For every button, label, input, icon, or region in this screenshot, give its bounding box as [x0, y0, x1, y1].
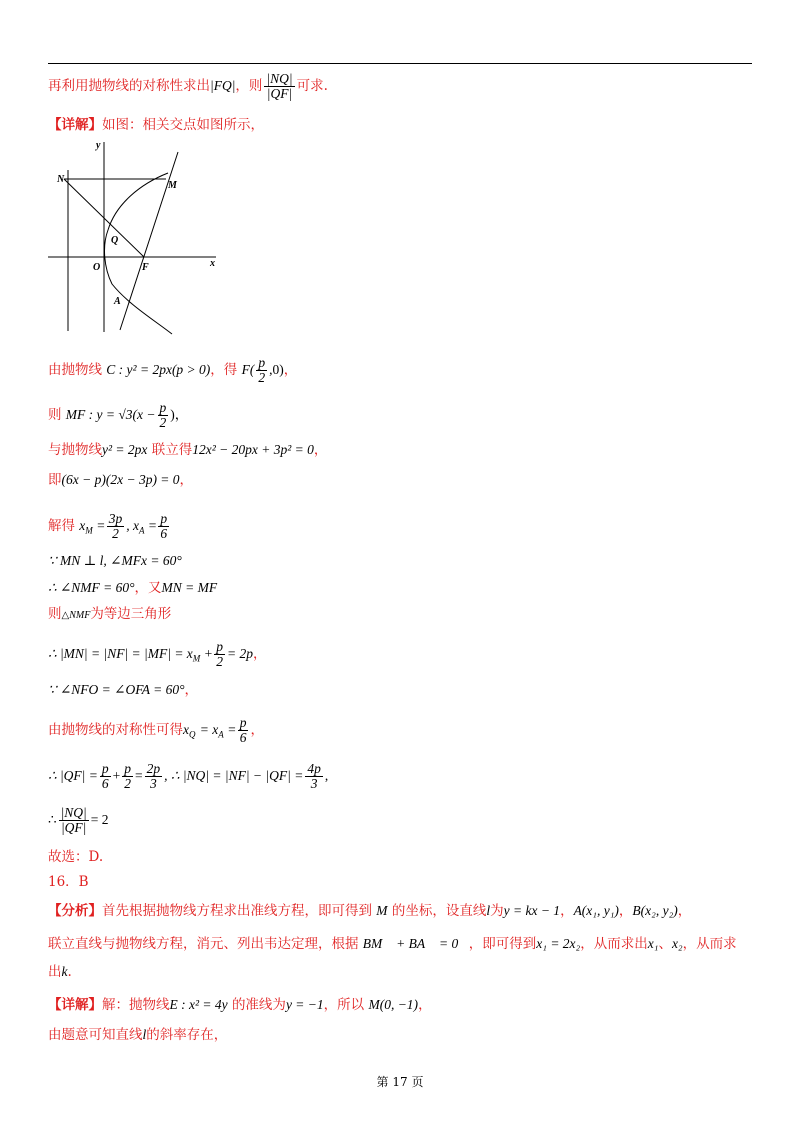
- label-y: y: [96, 140, 101, 151]
- math: ∵ ∠NFO = ∠OFA = 60°: [48, 682, 185, 697]
- denominator: 2: [216, 654, 223, 669]
- label-q: Q: [111, 235, 119, 246]
- fraction: [100, 762, 111, 791]
- math: F(: [241, 362, 255, 377]
- fraction: [238, 716, 249, 745]
- text: 首先根据抛物线方程求出准线方程，即可得到: [102, 903, 372, 919]
- step-10: [48, 680, 198, 700]
- numerator: p: [159, 400, 167, 415]
- math: ,: [324, 768, 329, 783]
- text: 为等边三角形: [90, 606, 172, 622]
- math: l: [486, 903, 491, 918]
- subscript: M: [85, 525, 93, 536]
- text: 由抛物线的对称性可得: [48, 722, 183, 738]
- denominator: 2: [159, 415, 167, 430]
- numerator: |NQ|: [60, 805, 87, 820]
- text: 解：抛物线: [102, 997, 170, 1013]
- step-12: [48, 762, 328, 791]
- subscript: A: [218, 729, 224, 740]
- text: ，即可得到: [468, 936, 537, 952]
- denominator: 2: [124, 776, 131, 791]
- label-n: N: [57, 174, 65, 185]
- denominator: 6: [101, 776, 109, 791]
- fraction: [158, 512, 169, 541]
- detail-tag: 【详解】: [48, 117, 102, 133]
- denominator: |QF|: [60, 820, 87, 835]
- fraction: [107, 512, 125, 541]
- text: 联立直线与抛物线方程，消元、列出韦达定理，根据: [48, 936, 359, 952]
- parabola-curve: [105, 173, 172, 334]
- q16-analysis-3: [48, 962, 72, 982]
- math: ∴ |QF| =: [48, 768, 98, 783]
- text: ，: [560, 903, 574, 919]
- text: 联立得: [151, 442, 193, 458]
- math: k: [61, 964, 68, 979]
- step-6: [48, 551, 182, 571]
- text: 可求.: [296, 78, 328, 94]
- numerator: p: [216, 639, 223, 654]
- label-f: F: [142, 262, 149, 273]
- step-7: [48, 578, 217, 598]
- q16-analysis-1: [48, 901, 691, 921]
- math: x₁: [647, 936, 659, 951]
- numerator: p: [239, 715, 247, 730]
- math-fq: |FQ|: [210, 78, 236, 93]
- math: = 2p: [226, 646, 253, 661]
- numerator: p: [101, 761, 109, 776]
- label-a: A: [114, 296, 121, 307]
- math: = 2: [90, 812, 109, 827]
- denominator: 6: [160, 526, 168, 541]
- denominator: 3: [150, 776, 157, 791]
- math: E : x² = 4y: [169, 997, 228, 1012]
- denominator: 3: [310, 776, 318, 791]
- math: MF : y = √3(x −: [65, 407, 156, 422]
- fraction: [256, 356, 267, 385]
- text: 16．B: [48, 874, 89, 890]
- step-5: [48, 512, 171, 541]
- denominator: 6: [239, 730, 247, 745]
- fraction: [214, 640, 225, 669]
- math: x: [79, 518, 86, 533]
- text: 出: [48, 964, 62, 980]
- text: ，: [283, 362, 298, 378]
- parabola-figure: [44, 134, 224, 344]
- math: y = kx − 1: [503, 903, 561, 918]
- math: ∵ MN ⊥ l, ∠MFx = 60°: [48, 553, 182, 568]
- text: ，从而求: [682, 936, 737, 952]
- math: =: [148, 518, 157, 533]
- math: C : y² = 2px(p > 0): [106, 362, 211, 377]
- text: 故选：D.: [48, 849, 104, 865]
- fraction: [158, 401, 169, 430]
- math: BM⃗ + BA⃗ = 0⃗: [362, 936, 469, 951]
- text: 由抛物线: [48, 362, 102, 378]
- numerator: 4p: [307, 761, 321, 776]
- denominator: 2: [112, 526, 119, 541]
- fraction: [59, 806, 89, 835]
- text: 则: [48, 407, 62, 423]
- math: x₂: [671, 936, 683, 951]
- numerator: |NQ|: [266, 71, 293, 86]
- text: 则: [48, 606, 62, 622]
- text: ，: [252, 646, 267, 662]
- text: ，: [618, 903, 633, 919]
- text: 、: [658, 936, 672, 952]
- label-o: O: [93, 262, 101, 273]
- text: ，所以: [323, 997, 365, 1013]
- math: (6x − p)(2x − 3p) = 0: [61, 472, 180, 487]
- step-4: [48, 470, 193, 490]
- label-m: M: [168, 180, 177, 191]
- fraction: [122, 762, 133, 791]
- step-1: [48, 356, 297, 385]
- header-rule: [48, 63, 752, 64]
- text: 的坐标，设直线: [391, 903, 487, 919]
- detail-tag: 【详解】: [48, 997, 102, 1013]
- math: )，: [170, 407, 189, 422]
- step-13: [48, 806, 109, 835]
- math: , ∴ |NQ| = |NF| − |QF| =: [164, 768, 304, 783]
- math: y² = 2px: [102, 442, 148, 457]
- subscript: Q: [189, 729, 196, 740]
- math: +: [112, 768, 121, 783]
- step-9: [48, 640, 266, 669]
- text: ，: [418, 997, 432, 1013]
- text: .: [67, 964, 72, 980]
- math: ∴ |MN| = |NF| = |MF| = x: [48, 646, 193, 661]
- label-x: x: [210, 258, 215, 269]
- math: M: [376, 903, 388, 918]
- fraction: [305, 762, 323, 791]
- math: A(x₁, y₁): [573, 903, 619, 918]
- math: 12x² − 20px + 3p² = 0: [192, 442, 314, 457]
- text: ，: [184, 682, 198, 698]
- q16-last: [48, 1025, 227, 1045]
- text: ，则: [235, 78, 263, 94]
- math: = x: [199, 722, 219, 737]
- math: +: [204, 646, 213, 661]
- detail-intro: [48, 115, 264, 135]
- math: B(x₂, y₂): [632, 903, 678, 918]
- text: ，从而求出: [580, 936, 648, 952]
- text: 再利用抛物线的对称性求出: [48, 78, 210, 94]
- text: ，: [250, 722, 264, 738]
- answer-line: [48, 847, 103, 867]
- denominator: |QF|: [266, 86, 293, 101]
- step-3: [48, 440, 327, 460]
- math: M(0, −1): [368, 997, 419, 1012]
- numerator: p: [160, 511, 168, 526]
- text: 如图：相关交点如图所示，: [102, 117, 264, 133]
- text: 为: [490, 903, 504, 919]
- text: 的斜率存在，: [146, 1027, 228, 1043]
- numerator: p: [124, 761, 131, 776]
- math: x₁ = 2x₂: [536, 936, 581, 951]
- fraction: [145, 762, 163, 791]
- numerator: 2p: [146, 761, 161, 776]
- math: ∴ ∠NMF = 60°: [48, 580, 135, 595]
- text: 与抛物线: [48, 442, 102, 458]
- math: ,0): [269, 362, 284, 377]
- text: ，: [313, 442, 328, 458]
- step-2: [48, 401, 188, 430]
- step-8: [48, 604, 171, 626]
- q16-number: [48, 872, 89, 892]
- numerator: p: [258, 355, 266, 370]
- text: 由题意可知直线: [48, 1027, 143, 1043]
- numerator: 3p: [108, 511, 123, 526]
- text: ，又: [134, 580, 162, 596]
- math: y = −1: [285, 997, 324, 1012]
- header-line: [48, 72, 328, 101]
- math: =: [97, 518, 105, 533]
- math: l: [142, 1027, 147, 1042]
- math: =: [135, 768, 143, 783]
- text: 解得: [48, 518, 75, 534]
- text: ，: [677, 903, 692, 919]
- math: ∴: [48, 812, 57, 827]
- text: 的准线为: [231, 997, 286, 1013]
- math: =: [228, 722, 236, 737]
- subscript: A: [138, 525, 145, 536]
- denominator: 2: [258, 370, 266, 385]
- q16-detail: [48, 995, 432, 1015]
- text: ，: [179, 472, 194, 488]
- analysis-tag: 【分析】: [48, 903, 102, 919]
- fraction-nq-qf: [264, 72, 294, 101]
- text: ，得: [210, 362, 238, 378]
- q16-analysis-2: [48, 934, 737, 954]
- math: △NMF: [61, 610, 91, 621]
- math: x: [183, 722, 189, 737]
- text: 即: [48, 472, 62, 488]
- subscript: M: [192, 653, 201, 664]
- page-footer: 第 17 页: [376, 1075, 424, 1089]
- math: , x: [126, 518, 139, 533]
- math: MN = MF: [161, 580, 218, 595]
- step-11: [48, 716, 264, 745]
